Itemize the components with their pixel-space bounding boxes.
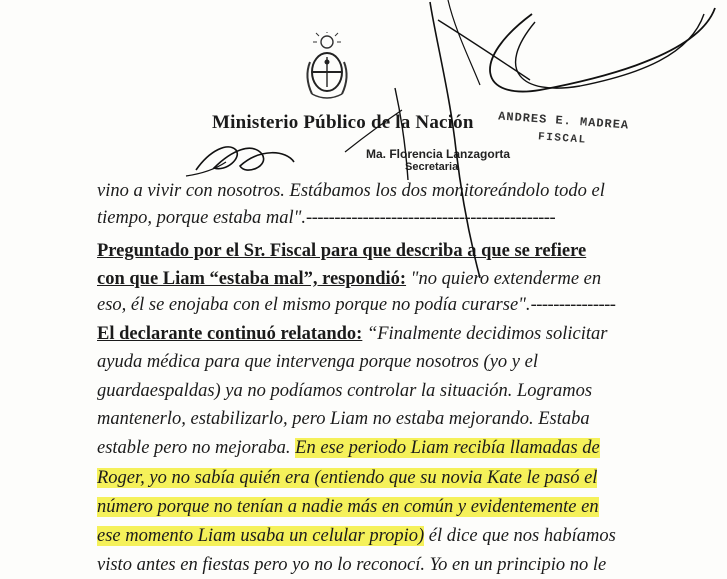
body-text: vino a vivir con nosotros. Estábamos los dos monitoreándolo todo el: [97, 181, 605, 201]
body-line: [97, 465, 642, 491]
body-line: [97, 349, 642, 375]
body-text: él dice que nos habíamos: [424, 526, 616, 546]
body-line: [97, 435, 642, 461]
body-line: [97, 205, 642, 231]
fiscal-stamp-title: FISCAL: [537, 131, 587, 147]
argentina-coat-of-arms-icon: [302, 32, 352, 102]
highlighted-text: ese momento Liam usaba un celular propio): [97, 526, 425, 546]
highlighted-text: En ese periodo Liam recibía llamadas de: [295, 438, 600, 458]
statement-heading: El declarante continuó relatando:: [97, 324, 363, 344]
question-text: con que Liam “estaba mal”, respondió:: [97, 269, 407, 289]
body-line: [97, 178, 642, 204]
body-text: "no quiero extenderme en: [406, 269, 602, 289]
body-text: “Finalmente decidimos solicitar: [362, 324, 608, 344]
secretary-stamp-name: Ma. Florencia Lanzagorta: [366, 147, 511, 161]
question-text: Preguntado por el Sr. Fiscal para que describa a que se refiere: [97, 241, 587, 261]
body-text: guardaespaldas) ya no podíamos controlar la situación. Logramos: [97, 381, 593, 401]
body-line: [97, 238, 642, 264]
body-line: [97, 494, 642, 520]
body-line: [97, 523, 642, 549]
body-line: [97, 406, 642, 432]
body-text: tiempo, porque estaba mal".: [97, 208, 307, 228]
fiscal-stamp-name: ANDRES E. MADREA: [497, 109, 630, 133]
highlighted-text: Roger, yo no sabía quién era (entiendo que su novia Kate le pasó el: [97, 468, 598, 488]
body-text: ayuda médica para que intervenga porque nosotros (yo y el: [97, 352, 538, 372]
highlighted-text: número porque no tenían a nadie más en común y evidentemente en: [97, 497, 599, 517]
body-line: [97, 552, 642, 578]
body-text: visto antes en fiestas pero yo no lo reconocí. Yo en un principio no le: [97, 555, 607, 575]
body-line: [97, 378, 642, 404]
body-text: estable pero no mejoraba.: [97, 438, 296, 458]
secretary-stamp-title: Secretaria: [405, 161, 459, 173]
body-text: eso, él se enojaba con el mismo porque no podía curarse".: [97, 295, 531, 315]
ministry-header: Ministerio Público de la Nación: [212, 112, 474, 133]
body-line: [97, 292, 642, 318]
dash-filler: ---------------: [530, 295, 616, 315]
body-line: [97, 321, 642, 347]
body-text: mantenerlo, estabilizarlo, pero Liam no estaba mejorando. Estaba: [97, 409, 590, 429]
body-line: [97, 266, 642, 292]
dash-filler: --------------------------------------------: [306, 208, 556, 228]
